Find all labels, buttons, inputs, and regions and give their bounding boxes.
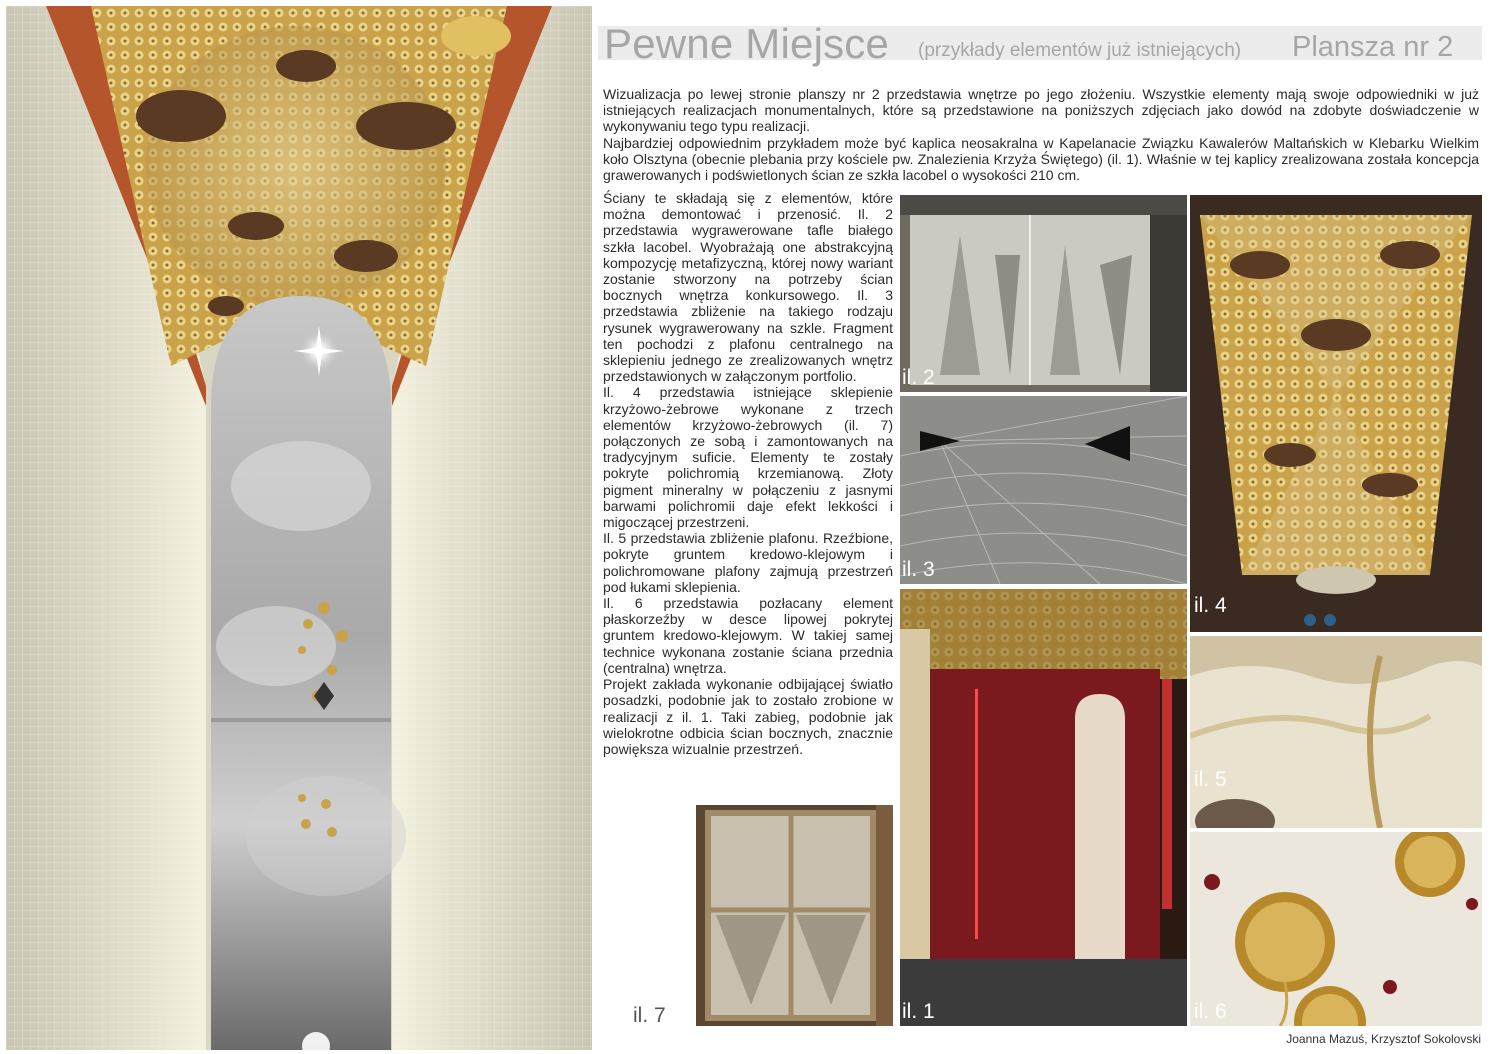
description-column xyxy=(603,190,893,757)
photo-il4-vault xyxy=(1190,195,1482,632)
column-paragraph: Projekt zakłada wykonanie odbijającej światło posadzki, podobnie jak to zostało zrobione w realizacji z il. 1. Taki zabieg, podobnie jak wielokrotne odbicia ścian bocznych, znacznie powiększa wizualnie przestrzeń. xyxy=(603,676,893,757)
column-paragraph: Il. 5 przedstawia zbliżenie plafonu. Rzeźbione, pokryte gruntem kredowo-klejowym i polichromowane plafony zajmują przestrzeń pod łukami sklepienia. xyxy=(603,530,893,595)
column-paragraph: Il. 6 przedstawia pozłacany element płaskorzeźby w desce lipowej pokrytej gruntem kredowo-klejowym. W takiej samej technice wykonana zostanie ściana przednia (centralna) wnętrza. xyxy=(603,595,893,676)
intro-text xyxy=(603,86,1479,183)
caption-il5: il. 5 xyxy=(1194,768,1227,791)
caption-il1: il. 1 xyxy=(902,1000,935,1023)
column-paragraph: Il. 4 przedstawia istniejące sklepienie krzyżowo-żebrowe wykonane z trzech elementów krzyżowo-żebrowych (il. 7) połączonych ze sobą i zamontowanych na tradycyjnym suficie. Elementy te zostały pokryte polichromią krzemianową. Złoty pigment mineralny w połączeniu z jasnymi barwami polichromii daje efekt lekkości i migoczącej przestrzeni. xyxy=(603,384,893,531)
intro-paragraph: Wizualizacja po lewej stronie planszy nr 2 przedstawia wnętrze po jego złożeniu. Wszystkie elementy mają swoje odpowiedniki w już istniejących realizacjach monumentalnych, które są przedstawione na poniższych zdjęciach jako dowód na zdobyte doświadczenie w wykonywaniu tego typu realizacji. xyxy=(603,86,1479,135)
intro-paragraph: Najbardziej odpowiednim przykładem może być kaplica neosakralna w Kapelanacie Związku Kawalerów Maltańskich w Klebarku Wielkim koło Olsztyna (obecnie plebania przy kościele pw. Znalezienia Krzyża Świętego) (il. 1). Właśnie w tej kaplicy zrealizowana została koncepcja grawerowanych i podświetlonych ścian ze szkła lacobel o wysokości 210 cm. xyxy=(603,134,1479,184)
plate-number: Plansza nr 2 xyxy=(1292,31,1454,63)
interior-visualization xyxy=(6,6,592,1050)
photo-il5-plafond xyxy=(1190,636,1482,828)
photo-il2-glass-panels xyxy=(900,195,1187,392)
photo-il7-rib-element xyxy=(696,805,893,1026)
caption-il4: il. 4 xyxy=(1194,594,1227,617)
caption-il6: il. 6 xyxy=(1194,1000,1227,1023)
photo-il6-gilded-relief xyxy=(1190,832,1482,1026)
page-title: Pewne Miejsce xyxy=(604,20,890,67)
photo-il3-engraving-closeup xyxy=(900,396,1187,584)
photo-il1-chapel xyxy=(900,589,1187,1026)
caption-il3: il. 3 xyxy=(902,558,935,581)
author-credit: Joanna Mazuś, Krzysztof Sokolovski xyxy=(1286,1032,1481,1046)
caption-il7: il. 7 xyxy=(633,1004,666,1027)
caption-il2: il. 2 xyxy=(902,366,935,389)
column-paragraph: Ściany te składają się z elementów, które można demontować i przenosić. Il. 2 przedstawia wygrawerowane tafle białego szkła lacobel. Wyobrażają one abstrakcyjną kompozycję metafizyczną, której nowy wariant zostanie stworzony na potrzeby ścian bocznych wnętrza konkursowego. Il. 3 przedstawia zbliżenie na takiego rodzaju rysunek wygrawerowany na szkle. Fragment ten pochodzi z plafonu centralnego na sklepieniu jednego ze zrealizowanych wnętrz przedstawionych w załączonym portfolio. xyxy=(603,190,893,385)
page-subtitle: (przykłady elementów już istniejących) xyxy=(918,40,1242,61)
